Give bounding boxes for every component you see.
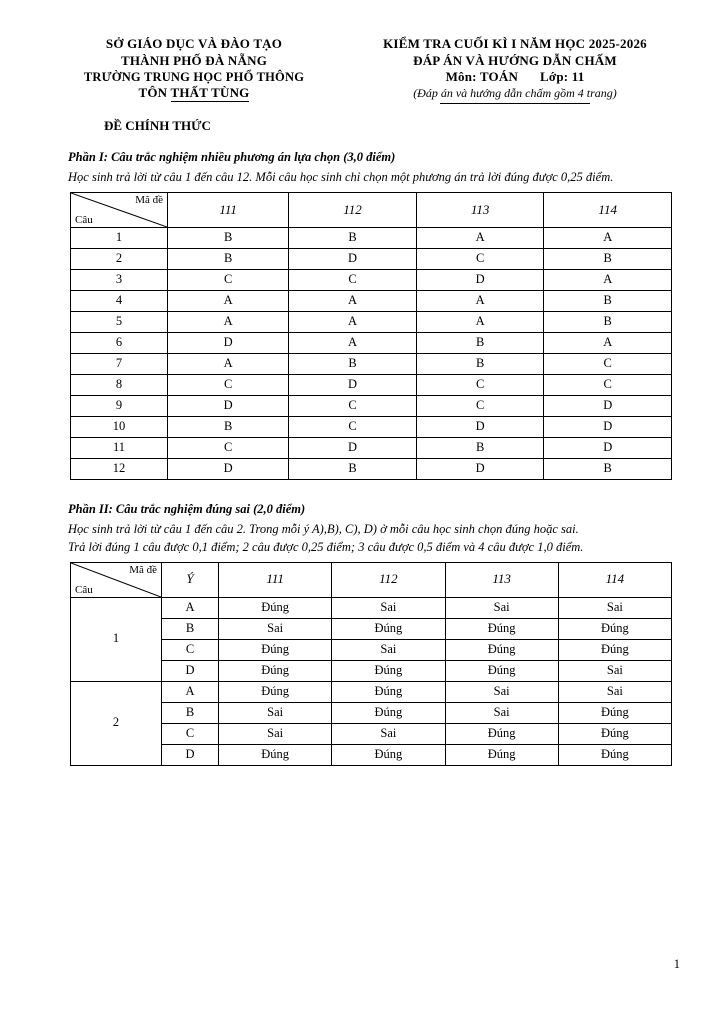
official-exam-label: ĐỀ CHÍNH THỨC [104,118,211,134]
part1-cell: A [544,333,672,354]
page-count-note: (Đáp án và hướng dẫn chấm gồm 4 trang) [413,85,617,100]
part1-cell: B [168,417,289,438]
part2-cell: Đúng [219,660,332,681]
school-name-line [44,85,344,102]
part1-cell: C [168,438,289,459]
header-right-block [350,36,680,104]
part1-cell: C [289,270,417,291]
subject-label: Môn: TOÁN [445,69,519,85]
exam-title-line: KIỂM TRA CUỐI KÌ I NĂM HỌC 2025-2026 [383,36,647,51]
part1-corner-question-label: Câu [75,214,93,227]
part1-row-number: 11 [71,438,168,459]
part1-cell: A [289,312,417,333]
part2-option-label: B [162,618,219,639]
part2-cell: Đúng [558,744,671,765]
part1-row-number: 5 [71,312,168,333]
part2-option-label: C [162,723,219,744]
department-line-1: SỞ GIÁO DỤC VÀ ĐÀO TẠO [105,36,283,51]
table-row [71,417,672,438]
part2-option-label: B [162,702,219,723]
table-row [71,744,672,765]
part2-cell: Đúng [332,702,445,723]
part2-cell: Sai [558,681,671,702]
part2-cell: Sai [332,723,445,744]
table-row [71,438,672,459]
part1-cell: D [544,438,672,459]
part1-row-number: 3 [71,270,168,291]
part2-title: Phần II: Câu trắc nghiệm đúng sai (2,0 điểm) [68,502,306,517]
part1-row-number: 10 [71,417,168,438]
part1-row-number: 9 [71,396,168,417]
part2-instruction-line-1: Học sinh trả lời từ câu 1 đến câu 2. Trong mỗi ý A),B), C), D) ở mỗi câu học sinh chọn đúng hoặc sai. [68,522,579,537]
part2-cell: Sai [558,660,671,681]
department-line-2: THÀNH PHỐ ĐÀ NẴNG [120,52,268,68]
part1-cell: B [416,354,544,375]
part1-cell: D [416,270,544,291]
part1-cell: D [416,459,544,480]
part2-table-wrapper [70,562,672,766]
grade-label: Lớp: 11 [540,69,585,85]
part1-cell: B [544,291,672,312]
part1-cell: C [416,249,544,270]
part1-row-number: 2 [71,249,168,270]
table-row [71,702,672,723]
document-content [44,150,680,766]
part1-table-body [71,228,672,480]
part2-cell: Đúng [219,639,332,660]
part2-option-label: C [162,639,219,660]
part1-cell: B [289,228,417,249]
part2-cell: Đúng [332,618,445,639]
part2-cell: Đúng [445,660,558,681]
page-number: 1 [673,957,680,971]
part1-cell: B [416,438,544,459]
part1-cell: B [416,333,544,354]
part1-row-number: 12 [71,459,168,480]
part2-cell: Sai [332,639,445,660]
part1-cell: D [544,417,672,438]
part1-cell: C [168,375,289,396]
table-row [71,618,672,639]
part2-cell: Sai [332,597,445,618]
part2-answer-table [70,562,672,766]
part1-cell: A [544,270,672,291]
part1-answer-table [70,192,672,480]
part2-option-label: D [162,660,219,681]
part1-cell: C [544,354,672,375]
table-row [71,639,672,660]
table-row [71,660,672,681]
part2-cell: Đúng [445,639,558,660]
part1-cell: B [289,354,417,375]
table-row [71,249,672,270]
part1-cell: C [416,375,544,396]
part1-cell: A [416,228,544,249]
part1-cell: A [289,333,417,354]
part2-cell: Đúng [219,681,332,702]
part1-cell: B [544,459,672,480]
part1-cell: D [168,396,289,417]
part2-option-label: A [162,681,219,702]
table-row [71,396,672,417]
table-row [71,270,672,291]
table-row [71,723,672,744]
part1-title: Phần I: Câu trắc nghiệm nhiều phương án lựa chọn (3,0 điểm) [68,150,396,165]
part1-cell: D [168,459,289,480]
part2-cell: Đúng [332,744,445,765]
part1-cell: A [416,291,544,312]
part2-cell: Đúng [445,744,558,765]
part2-option-label: A [162,597,219,618]
part2-cell: Đúng [558,618,671,639]
part2-cell: Sai [219,702,332,723]
part1-cell: C [416,396,544,417]
part2-option-label: D [162,744,219,765]
school-name-prefix: TÔN [138,85,171,101]
table-row [71,354,672,375]
part2-cell: Đúng [558,723,671,744]
part2-cell: Sai [445,681,558,702]
table-row [71,312,672,333]
part2-cell: Đúng [219,744,332,765]
part2-group-number: 2 [71,681,162,765]
part2-group-number: 1 [71,597,162,681]
part1-row-number: 8 [71,375,168,396]
part2-table-body [71,597,672,765]
part1-cell: A [168,291,289,312]
table-row [71,375,672,396]
part1-cell: B [544,249,672,270]
part1-cell: B [168,249,289,270]
part2-instruction-line-2: Trả lời đúng 1 câu được 0,1 điểm; 2 câu được 0,25 điểm; 3 câu được 0,5 điểm và 4 câu được 1,0 điểm. [68,539,584,554]
part1-cell: A [416,312,544,333]
table-row [71,459,672,480]
part2-cell: Đúng [219,597,332,618]
part2-code-112: 112 [332,562,445,597]
part1-corner-cell [71,193,168,228]
section-spacer [68,480,674,502]
part2-cell: Đúng [445,723,558,744]
part1-code-111: 111 [168,193,289,228]
part2-code-113: 113 [445,562,558,597]
part1-code-113: 113 [416,193,544,228]
table-row [71,291,672,312]
part1-cell: D [289,249,417,270]
part1-cell: A [289,291,417,312]
school-name-underlined: THẤT TÙNG [170,85,250,101]
part1-cell: B [168,228,289,249]
part2-corner-question-label: Câu [75,583,93,596]
part1-cell: B [289,459,417,480]
part2-cell: Sai [219,618,332,639]
part2-corner-code-label: Mã đề [129,563,157,576]
part1-corner-code-label: Mã đề [135,194,163,207]
subject-grade-row [350,69,680,86]
part1-code-114: 114 [544,193,672,228]
part2-cell: Sai [219,723,332,744]
part2-instruction [68,521,674,556]
part1-cell: C [289,417,417,438]
header-divider [440,103,590,104]
part2-cell: Đúng [558,639,671,660]
part1-cell: B [544,312,672,333]
part1-cell: A [168,312,289,333]
part2-cell: Đúng [558,702,671,723]
part1-cell: C [544,375,672,396]
part1-row-number: 6 [71,333,168,354]
part2-cell: Đúng [332,660,445,681]
answer-key-title: ĐÁP ÁN VÀ HƯỚNG DẪN CHẤM [413,52,617,68]
part2-cell: Đúng [332,681,445,702]
part2-corner-cell [71,562,162,597]
part1-cell: C [289,396,417,417]
part1-table-wrapper [70,192,672,480]
table-row [71,681,672,702]
part1-cell: D [168,333,289,354]
header-left-block [44,36,344,102]
table-row [71,597,672,618]
part1-row-number: 4 [71,291,168,312]
part1-cell: C [168,270,289,291]
part1-code-112: 112 [289,193,417,228]
part1-row-number: 7 [71,354,168,375]
table-row [71,333,672,354]
part1-cell: A [168,354,289,375]
part1-cell: D [416,417,544,438]
part1-cell: D [289,438,417,459]
part1-header-row [71,193,672,228]
part1-cell: A [544,228,672,249]
part2-y-header: Ý [162,562,219,597]
part1-cell: D [544,396,672,417]
part1-row-number: 1 [71,228,168,249]
part2-cell: Sai [445,597,558,618]
school-type-line: TRƯỜNG TRUNG HỌC PHỔ THÔNG [83,70,305,85]
part1-cell: D [289,375,417,396]
part2-cell: Đúng [445,618,558,639]
document-header [44,36,680,104]
part2-cell: Sai [558,597,671,618]
part2-header-row [71,562,672,597]
table-row [71,228,672,249]
part2-code-111: 111 [219,562,332,597]
part2-cell: Sai [445,702,558,723]
part2-code-114: 114 [558,562,671,597]
part1-instruction: Học sinh trả lời từ câu 1 đến câu 12. Mỗi câu học sinh chỉ chọn một phương án trả lời đúng được 0,25 điểm. [68,170,614,185]
